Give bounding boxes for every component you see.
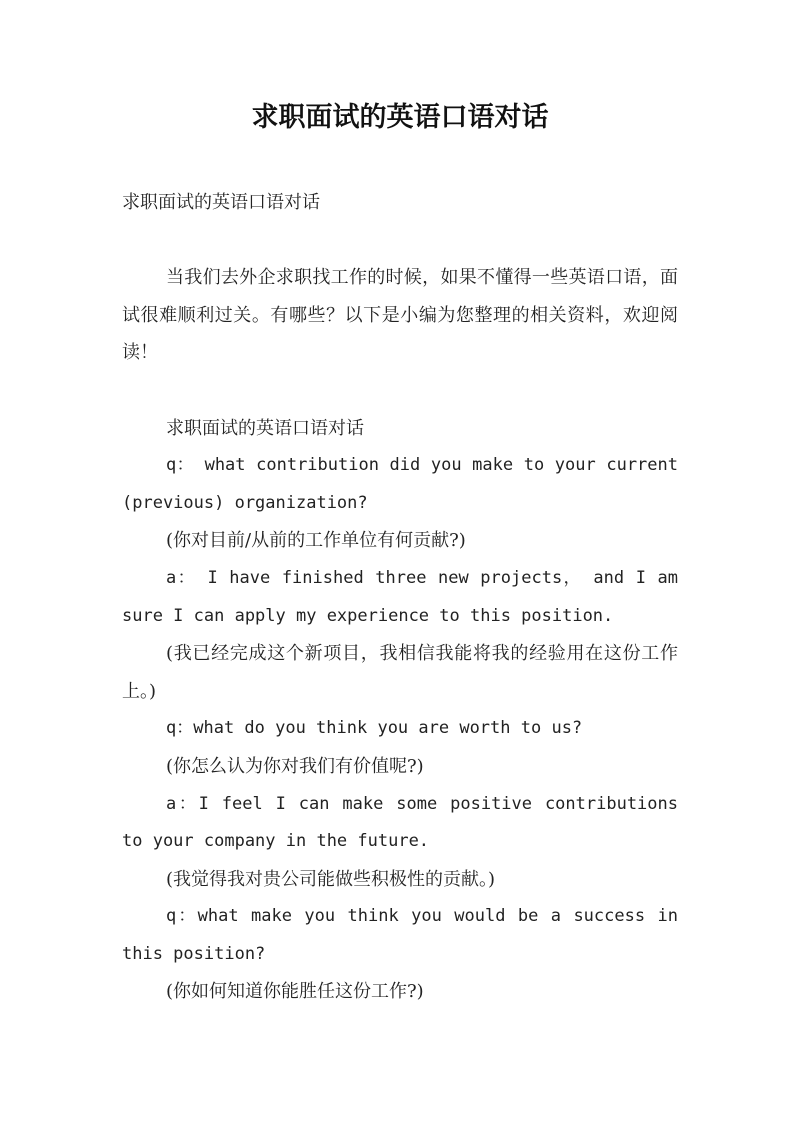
dialogue-translation: (你对目前/从前的工作单位有何贡献?) <box>166 530 466 552</box>
dialogue-question: q：what do you think you are worth to us? <box>166 718 583 739</box>
intro-paragraph: 当我们去外企求职找工作的时候，如果不懂得一些英语口语，面试很难顺利过关。有哪些？以下是小编为您整理的相关资料，欢迎阅读！ <box>122 267 678 364</box>
paragraph-gap <box>122 372 678 410</box>
paragraph-gap <box>122 222 678 260</box>
dialogue-answer: a：I feel I can make some positive contributions to your company in the future. <box>122 793 678 852</box>
dialogue-answer: a： I have finished three new projects， and I am sure I can apply my experience to this position. <box>122 567 678 626</box>
document-body <box>122 184 678 1011</box>
section-heading: 求职面试的英语口语对话 <box>166 417 364 439</box>
dialogue-translation: (我已经完成这个新项目，我相信我能将我的经验用在这份工作上。) <box>122 643 678 702</box>
dialogue-translation: (你怎么认为你对我们有价值呢?) <box>166 755 424 777</box>
document-title: 求职面试的英语口语对话 <box>251 102 549 133</box>
dialogue-question: q： what contribution did you make to your current (previous) organization? <box>122 455 678 513</box>
document-subtitle: 求职面试的英语口语对话 <box>122 192 320 213</box>
dialogue-translation: (我觉得我对贵公司能做些积极性的贡献。) <box>166 868 496 890</box>
dialogue-question: q：what make you think you would be a success in this position? <box>122 906 678 964</box>
dialogue-translation: (你如何知道你能胜任这份工作?) <box>166 981 424 1003</box>
